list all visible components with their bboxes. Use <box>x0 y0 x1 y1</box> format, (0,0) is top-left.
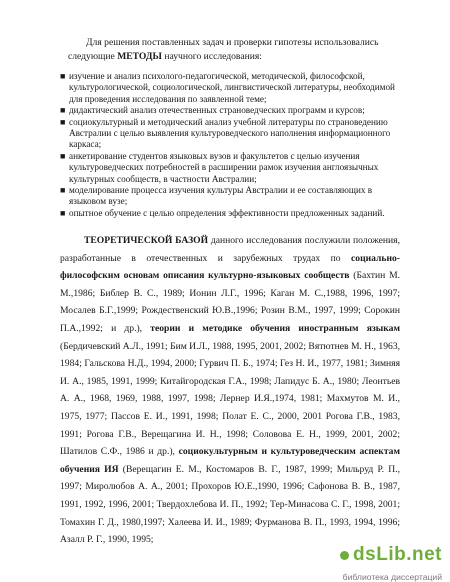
methods-list-item: ■ опытное обучение с целью определения эффективности предложенных заданий. <box>60 207 385 218</box>
intro-line-1: Для решения поставленных задач и проверки гипотезы использовались <box>86 37 379 48</box>
bullet-icon: ■ <box>60 71 66 81</box>
watermark-subtitle: библиотека диссертаций <box>342 572 442 582</box>
theory-paragraph: ТЕОРЕТИЧЕСКОЙ БАЗОЙ данного исследования послужили положения, разработанные в отечественных и зарубежных трудах по социально-философским основам описания культурно-языковых сообществ (Бахтин М. М.,1986; Библер В. С., 1989; Ионин Л.Г., 1996; Каган М. С.,1988, 1996, 1997; Мосалев Б.Г.,1999; Рождественский Ю.В.,1996; Розин В.М., 1997, 1999; Сорокин П.А.,1992; и др.), теории и методике обучения иностранным языкам (Бердичевский А.Л., 1991; Бим И.Л., 1988, 1995, 2001, 2002; Вятютнев М. Н., 1963, 1984; Гальскова Н.Д., 1994, 2000; Гурвич П. Б., 1974; Гез Н. И., 1977, 1981; Зимняя И. А., 1985, 1991, 1999; Китайгородская Г.А., 1998; Лапидус Б. А., 1980; Леонтьев А. А., 1968, 1969, 1988, 1997, 1998; Лернер И.Я.,1974, 1981; Махмутов М. И., 1975, 1977; Пассов Е. И., 1991, 1998; Полат Е. С., 2000, 2001 Рогова Г.В., 1983, 1991; Рогова Г.В., Верещагина И. Н., 1998; Соловова Е. Н., 1999, 2001, 2002; Шатилов С.Ф., 1986 и др.), социокультурным и культуроведческим аспектам обучения ИЯ (Верещагин Е. М., Костомаров В. Г., 1987, 1999; Мильруд Р. П., 1997; Миролюбов А. А., 2001; Прохоров Ю.Е.,1990, 1996; Сафонова В. В., 1987, 1991, 1992, 1996, 2001; Твердохлебова И. П., 1992; Тер-Минасова С. Г., 1998, 2001; Томахин Г. Д., 1980,1997; Халеева И. И., 1989; Фурманова В. П., 1993, 1994, 1996; Азалл Р. Г., 1990, 1995; <box>60 235 401 546</box>
methods-heading: МЕТОДЫ <box>117 51 162 62</box>
methods-list-item: ■ дидактический анализ отечественных страноведческих программ и курсов; <box>60 105 365 116</box>
logo-dot-icon <box>340 551 349 560</box>
intro-prefix: следующие <box>68 51 118 62</box>
bullet-icon: ■ <box>60 150 66 161</box>
bullet-icon: ■ <box>60 105 66 116</box>
methods-list-item: ■ анкетирование студентов языковых вузов и факультетов с целью изучения культуроведческих потребностей в расширении рамок изучения англоязычных культурных сообществ, в частности Австралии; <box>60 150 379 184</box>
intro-suffix: научного исследования: <box>161 51 262 62</box>
watermark-logo-text: dsLib.net <box>353 544 442 565</box>
methods-list <box>60 71 400 219</box>
theory-bold-phrase: социокультурным и культуроведческим аспектам обучения ИЯ <box>60 446 400 475</box>
watermark-logo <box>340 544 442 566</box>
theory-bold-phrase: социально-философским основам описания культурно-языковых сообществ <box>60 252 400 282</box>
theory-bold-phrase: теории и методике обучения иностранным языкам <box>150 322 400 334</box>
bullet-icon: ■ <box>60 185 66 196</box>
bullet-icon: ■ <box>60 207 66 218</box>
methods-list-item: ■ моделирование процесса изучения культуры Австралии и ее составляющих в языковом вузе; <box>60 185 373 207</box>
theory-heading: ТЕОРЕТИЧЕСКОЙ БАЗОЙ <box>84 235 209 246</box>
methods-list-item: ■ изучение и анализ психолого-педагогической, методической, философской, культурологической, социологической, лингвистической литературы, необходимой для проведения исследования по заявленной теме; <box>60 71 395 104</box>
bullet-icon: ■ <box>60 116 66 127</box>
methods-list-item: ■ социокультурный и методический анализ учебной литературы по страноведению Австралии с целью выявления культуроведческого наполнения информационного каркаса; <box>60 116 391 150</box>
intro-line-2 <box>68 51 262 62</box>
